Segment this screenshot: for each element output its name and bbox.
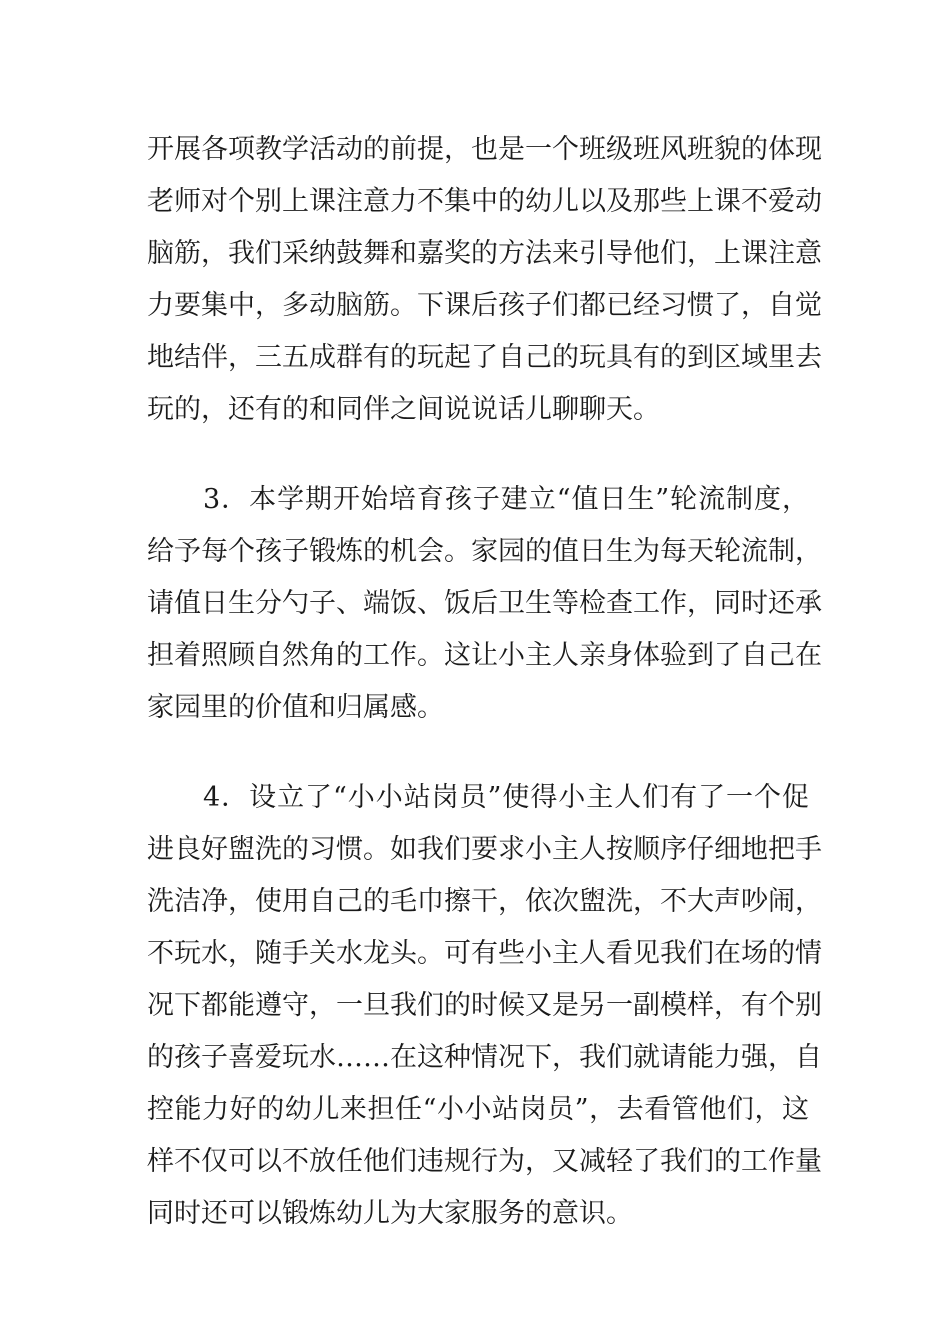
paragraph-classroom-discipline <box>147 124 822 436</box>
text-line: 不玩水，随手关水龙头。可有些小主人看见我们在场的情 <box>147 938 822 969</box>
text-line: 样不仅可以不放任他们违规行为，又减轻了我们的工作量 <box>147 1146 822 1177</box>
text-line: 脑筋，我们采纳鼓舞和嘉奖的方法来引导他们，上课注意 <box>147 238 822 269</box>
text-line: 同时还可以锻炼幼儿为大家服务的意识。 <box>147 1198 633 1229</box>
text-line: 的孩子喜爱玩水……在这种情况下，我们就请能力强，自 <box>147 1042 822 1073</box>
paragraph-duty-student <box>147 474 822 734</box>
text-line: 3．本学期开始培育孩子建立“值日生”轮流制度， <box>203 484 809 515</box>
text-line: 请值日生分勺子、端饭、饭后卫生等检查工作，同时还承 <box>147 588 822 619</box>
text-line: 洗洁净，使用自己的毛巾擦干，依次盥洗，不大声吵闹， <box>147 886 822 917</box>
text-line: 老师对个别上课注意力不集中的幼儿以及那些上课不爱动 <box>147 186 822 217</box>
text-line: 地结伴，三五成群有的玩起了自己的玩具有的到区域里去 <box>147 342 822 373</box>
text-line: 进良好盥洗的习惯。如我们要求小主人按顺序仔细地把手 <box>147 834 822 865</box>
text-line: 力要集中，多动脑筋。下课后孩子们都已经习惯了，自觉 <box>147 290 822 321</box>
paragraph-little-guard <box>147 772 822 1240</box>
text-line: 玩的，还有的和同伴之间说说话儿聊聊天。 <box>147 394 660 425</box>
text-line: 控能力好的幼儿来担任“小小站岗员”，去看管他们，这 <box>147 1094 809 1125</box>
text-line: 担着照顾自然角的工作。这让小主人亲身体验到了自己在 <box>147 640 822 671</box>
text-line: 给予每个孩子锻炼的机会。家园的值日生为每天轮流制， <box>147 536 822 567</box>
text-line: 开展各项教学活动的前提，也是一个班级班风班貌的体现 <box>147 134 822 165</box>
text-line: 4．设立了“小小站岗员”使得小主人们有了一个促 <box>203 782 809 813</box>
text-line: 家园里的价值和归属感。 <box>147 692 444 723</box>
text-line: 况下都能遵守，一旦我们的时候又是另一副模样，有个别 <box>147 990 822 1021</box>
